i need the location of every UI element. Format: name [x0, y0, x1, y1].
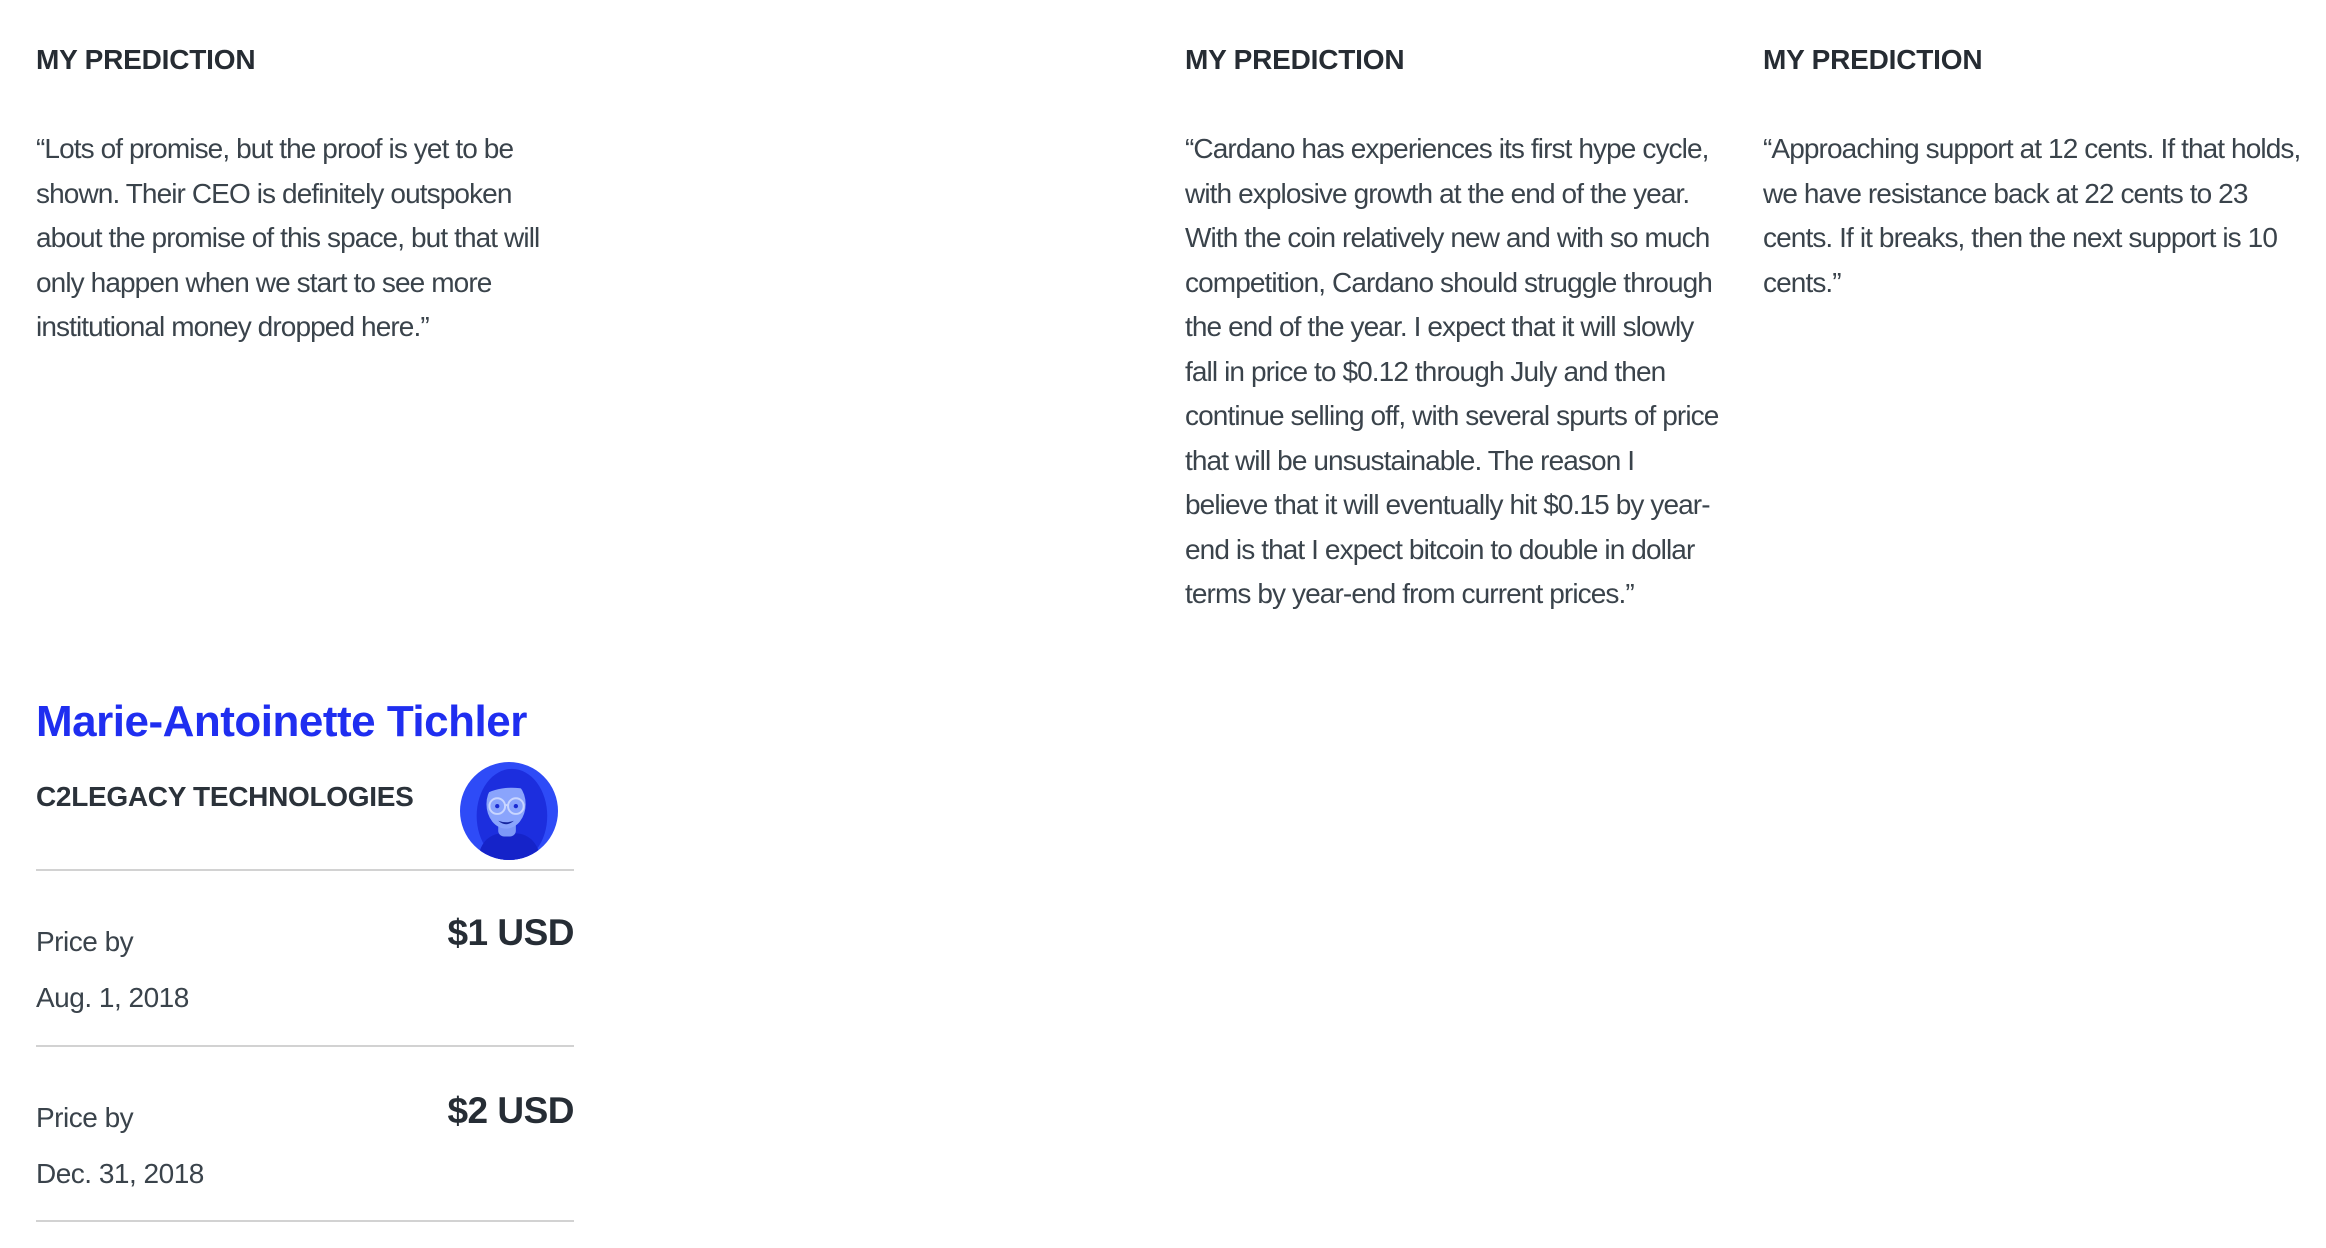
price-by-label: Price by — [36, 1102, 134, 1133]
prediction-card-3 — [1763, 0, 2301, 1248]
prediction-card-1 — [36, 0, 574, 1248]
price-by-label: Price by — [36, 926, 134, 957]
prediction-card-2 — [1185, 0, 1723, 1248]
price-target-date: Aug. 1, 2018 — [36, 982, 189, 1013]
divider — [36, 1045, 574, 1047]
price-target-value: $2 USD — [447, 1090, 574, 1131]
expert-name-link[interactable]: Marie-Antoinette Tichler — [36, 697, 527, 746]
prediction-quote: “Approaching support at 12 cents. If that holds, we have resistance back at 22 cents to 23 cents. If it breaks, then the next support is 10 cents.” — [1763, 133, 2301, 298]
section-label: MY PREDICTION — [1185, 44, 1405, 75]
price-target-date: Dec. 31, 2018 — [36, 1158, 204, 1189]
prediction-quote: “Lots of promise, but the proof is yet to be shown. Their CEO is definitely outspoken about the promise of this space, but that will only happen when we start to see more institutional money dropped here.” — [36, 133, 540, 342]
portrait-blue-duotone-icon — [460, 762, 558, 860]
divider — [36, 1220, 574, 1222]
expert-company: C2LEGACY TECHNOLOGIES — [36, 781, 414, 812]
section-label: MY PREDICTION — [1763, 44, 1983, 75]
price-target-value: $1 USD — [447, 912, 574, 953]
divider — [36, 869, 574, 871]
section-label: MY PREDICTION — [36, 44, 256, 75]
prediction-quote: “Cardano has experiences its first hype cycle, with explosive growth at the end of the year. With the coin relatively new and with so much competition, Cardano should struggle through the end of the year. I expect that it will slowly fall in price to $0.12 through July and then continue selling off, with several spurts of price that will be unsustainable. The reason I believe that it will eventually hit $0.15 by year-end is that I expect bitcoin to double in dollar terms by year-end from current prices.” — [1185, 133, 1719, 609]
expert-avatar[interactable] — [460, 762, 558, 860]
